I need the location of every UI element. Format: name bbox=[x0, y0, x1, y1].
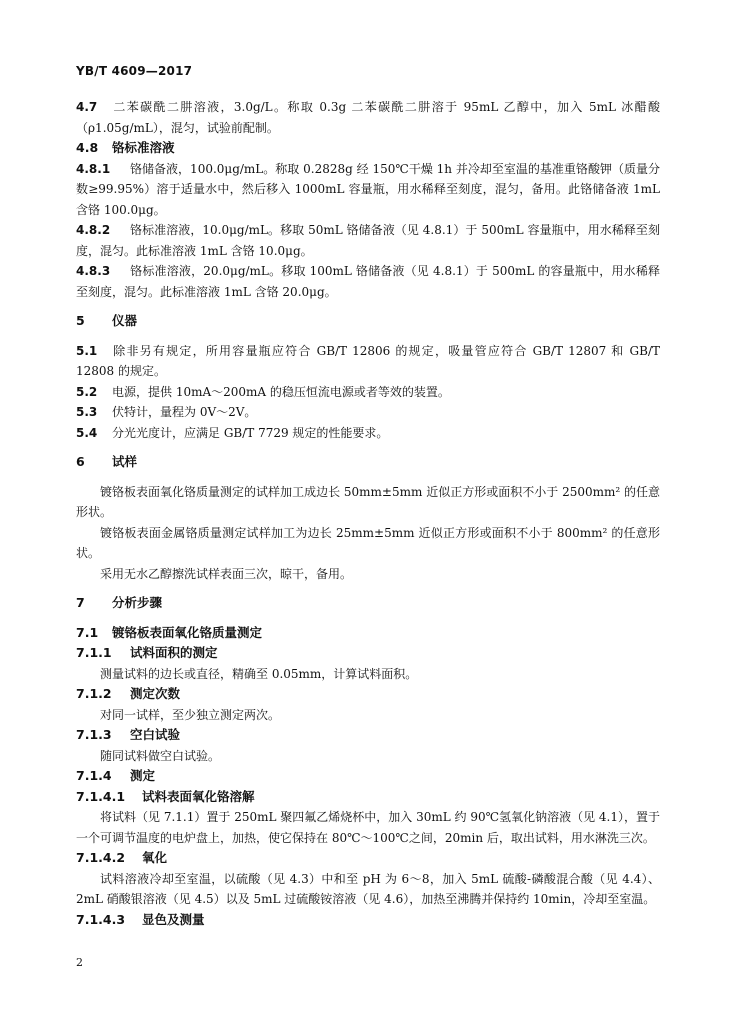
paragraph: 采用无水乙醇擦洗试样表面三次，晾干，备用。 bbox=[100, 566, 353, 581]
clause-4-8-3 bbox=[76, 261, 660, 302]
clause-7-1-4-1 bbox=[76, 787, 660, 808]
clause-text: 铬标准溶液，20.0μg/mL。移取 100mL 铬储备液（见 4.8.1）于 500mL 的容量瓶中，用水稀释至刻度，混匀。此标准溶液 1mL 含铬 20.0μg。 bbox=[76, 264, 660, 299]
clause-number: 5.4 bbox=[76, 425, 98, 440]
clause-4-8 bbox=[76, 138, 660, 159]
clause-heading: 试料表面氧化铬溶解 bbox=[142, 788, 255, 804]
clause-number: 7.1.4.3 bbox=[76, 911, 126, 927]
clause-text: 伏特计，量程为 0V～2V。 bbox=[112, 405, 257, 419]
section-number: 7 bbox=[76, 595, 85, 610]
clause-number: 5.2 bbox=[76, 384, 98, 399]
clause-7-1-3 bbox=[76, 725, 660, 746]
clause-5-1 bbox=[76, 341, 660, 382]
section-title: 试样 bbox=[112, 454, 138, 469]
clause-number: 7.1.2 bbox=[76, 686, 112, 701]
page-number: 2 bbox=[76, 956, 83, 969]
clause-text: 二苯碳酰二肼溶液，3.0g/L。称取 0.3g 二苯碳酰二肼溶于 95mL 乙醇中，加入 5mL 冰醋酸（ρ1.05g/mL），混匀，试验前配制。 bbox=[76, 100, 660, 135]
clause-7-1-4-3 bbox=[76, 910, 660, 931]
section-7-heading bbox=[76, 593, 660, 614]
clause-4-8-1 bbox=[76, 159, 660, 221]
clause-heading: 显色及测量 bbox=[142, 911, 205, 927]
clause-number: 7.1 bbox=[76, 624, 99, 640]
clause-5-3 bbox=[76, 402, 660, 423]
clause-text: 分光光度计，应满足 GB/T 7729 规定的性能要求。 bbox=[112, 425, 389, 440]
clause-heading: 铬标准溶液 bbox=[112, 140, 175, 155]
clause-7-1-2 bbox=[76, 684, 660, 705]
clause-heading: 空白试验 bbox=[130, 727, 181, 742]
clause-7-1-4 bbox=[76, 766, 660, 787]
clause-number: 5.3 bbox=[76, 405, 98, 419]
clause-7-1-1 bbox=[76, 643, 660, 664]
clause-heading: 试料面积的测定 bbox=[130, 645, 218, 660]
document-body bbox=[76, 97, 660, 930]
clause-number: 4.7 bbox=[76, 100, 98, 114]
clause-text: 除非另有规定，所用容量瓶应符合 GB/T 12806 的规定，吸量管应符合 GB/T 12807 和 GB/T 12808 的规定。 bbox=[76, 343, 660, 378]
paragraph: 对同一试样，至少独立测定两次。 bbox=[100, 707, 281, 722]
clause-heading: 测定次数 bbox=[130, 686, 181, 701]
clause-text: 电源，提供 10mA～200mA 的稳压恒流电源或者等效的装置。 bbox=[112, 384, 450, 399]
clause-7-1 bbox=[76, 623, 660, 644]
paragraph: 镀铬板表面氧化铬质量测定的试样加工成边长 50mm±5mm 近似正方形或面积不小于 2500mm² 的任意形状。 bbox=[76, 484, 660, 519]
clause-4-7 bbox=[76, 97, 660, 138]
clause-heading: 镀铬板表面氧化铬质量测定 bbox=[112, 624, 263, 640]
paragraph: 将试料（见 7.1.1）置于 250mL 聚四氟乙烯烧杯中，加入 30mL 约 90℃氢氧化钠溶液（见 4.1），置于一个可调节温度的电炉盘上，加热，使它保持在 80℃～100℃之间，20min 后，取出试料，用水淋洗三次。 bbox=[76, 810, 660, 845]
clause-number: 4.8.3 bbox=[76, 264, 111, 278]
clause-7-1-4-2 bbox=[76, 848, 660, 869]
document-header: YB/T 4609—2017 bbox=[76, 64, 193, 78]
clause-text: 铬储备液，100.0μg/mL。称取 0.2828g 经 150℃干燥 1h 并冷却至室温的基准重铬酸钾（质量分数≥99.95%）溶于适量水中，然后移入 1000mL 容量瓶，用水稀释至刻度，混匀，备用。此铬储备液 1mL 含铬 100.0μg。 bbox=[76, 161, 660, 217]
clause-number: 7.1.1 bbox=[76, 645, 112, 660]
clause-number: 4.8 bbox=[76, 140, 99, 155]
clause-number: 4.8.1 bbox=[76, 161, 111, 176]
clause-number: 4.8.2 bbox=[76, 223, 111, 237]
clause-number: 7.1.4.1 bbox=[76, 788, 126, 804]
section-title: 仪器 bbox=[112, 313, 138, 328]
clause-number: 7.1.4.2 bbox=[76, 850, 126, 865]
clause-5-2 bbox=[76, 382, 660, 403]
section-6-heading bbox=[76, 452, 660, 473]
clause-number: 5.1 bbox=[76, 343, 98, 358]
section-5-heading bbox=[76, 311, 660, 332]
paragraph: 试料溶液冷却至室温，以硫酸（见 4.3）中和至 pH 为 6～8，加入 5mL 硫酸-磷酸混合酸（见 4.4）、2mL 硝酸银溶液（见 4.5）以及 5mL 过硫酸铵溶液（见 4.6），加热至沸腾并保持约 10min，冷却至室温。 bbox=[76, 871, 660, 906]
clause-heading: 测定 bbox=[130, 768, 156, 783]
clause-5-4 bbox=[76, 423, 660, 444]
section-number: 5 bbox=[76, 313, 85, 328]
clause-text: 铬标准溶液，10.0μg/mL。移取 50mL 铬储备液（见 4.8.1）于 500mL 容量瓶中，用水稀释至刻度，混匀。此标准溶液 1mL 含铬 10.0μg。 bbox=[76, 223, 660, 258]
paragraph: 测量试料的边长或直径，精确至 0.05mm，计算试料面积。 bbox=[100, 666, 418, 681]
clause-number: 7.1.3 bbox=[76, 727, 112, 742]
clause-number: 7.1.4 bbox=[76, 768, 112, 783]
section-title: 分析步骤 bbox=[112, 595, 163, 610]
paragraph: 镀铬板表面金属铬质量测定试样加工为边长 25mm±5mm 近似正方形或面积不小于 800mm² 的任意形状。 bbox=[76, 525, 660, 560]
clause-4-8-2 bbox=[76, 220, 660, 261]
clause-heading: 氧化 bbox=[142, 850, 168, 865]
section-number: 6 bbox=[76, 454, 85, 469]
paragraph: 随同试料做空白试验。 bbox=[100, 748, 221, 763]
